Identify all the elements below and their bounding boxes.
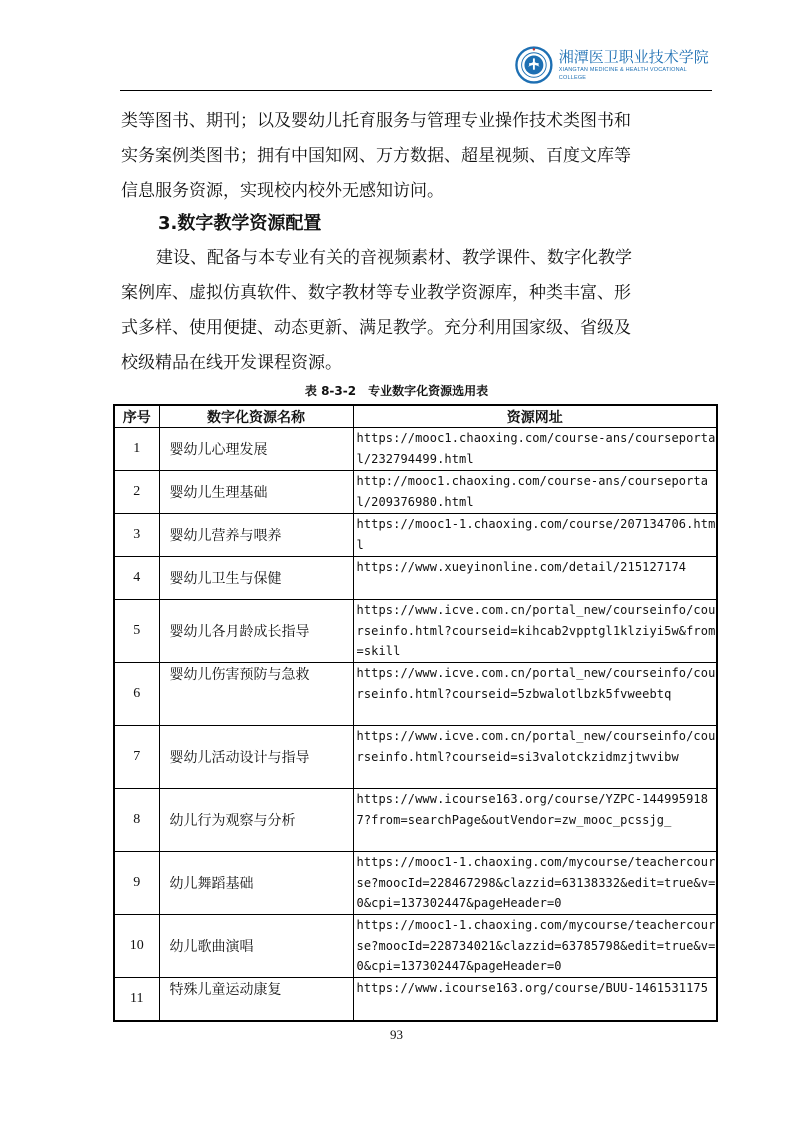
table-row: [114, 915, 717, 978]
paragraph-digital-resources: [121, 241, 681, 381]
resource-name: 婴幼儿伤害预防与急救: [159, 663, 353, 726]
resource-name: 幼儿歌曲演唱: [159, 915, 353, 978]
table-row: [114, 978, 717, 1021]
resource-name: 婴幼儿卫生与保健: [159, 557, 353, 600]
row-number: 4: [114, 557, 159, 600]
resource-url[interactable]: https://www.icve.com.cn/portal_new/courseinfo/courseinfo.html?courseid=kihcab2vpptgl1klziyi5w&from=skill: [353, 600, 717, 663]
table-row: [114, 514, 717, 557]
paragraph-library-resources: [121, 104, 681, 209]
text-line: 实务案例类图书；拥有中国知网、万方数据、超星视频、百度文库等: [121, 146, 631, 166]
resource-url[interactable]: https://mooc1.chaoxing.com/course-ans/courseportal/232794499.html: [353, 428, 717, 471]
resource-url[interactable]: https://www.icve.com.cn/portal_new/courseinfo/courseinfo.html?courseid=si3valotckzidmzjtwvibw: [353, 726, 717, 789]
row-number: 10: [114, 915, 159, 978]
resource-url[interactable]: https://www.icourse163.org/course/YZPC-1449959187?from=searchPage&outVendor=zw_mooc_pcssjg_: [353, 789, 717, 852]
resource-name: 特殊儿童运动康复: [159, 978, 353, 1021]
resource-url[interactable]: https://mooc1-1.chaoxing.com/mycourse/teachercourse?moocId=228467298&clazzid=63138332&edit=true&v=0&cpi=137302447&pageHeader=0: [353, 852, 717, 915]
text-line: 式多样、使用便捷、动态更新、满足教学。充分利用国家级、省级及: [121, 318, 631, 338]
resource-name: 婴幼儿生理基础: [159, 471, 353, 514]
college-logo: [515, 44, 715, 86]
section-heading: 3.数字教学资源配置: [158, 213, 322, 234]
text-line: 类等图书、期刊；以及婴幼儿托育服务与管理专业操作技术类图书和: [121, 111, 631, 131]
table-row: [114, 663, 717, 726]
row-number: 11: [114, 978, 159, 1021]
college-seal-icon: [515, 46, 553, 84]
resource-table: [113, 404, 718, 1022]
table-header-row: [114, 405, 717, 428]
row-number: 6: [114, 663, 159, 726]
row-number: 3: [114, 514, 159, 557]
resource-url[interactable]: https://mooc1-1.chaoxing.com/mycourse/teachercourse?moocId=228734021&clazzid=63785798&edit=true&v=0&cpi=137302447&pageHeader=0: [353, 915, 717, 978]
table-row: [114, 726, 717, 789]
resource-name: 婴幼儿各月龄成长指导: [159, 600, 353, 663]
row-number: 7: [114, 726, 159, 789]
table-row: [114, 852, 717, 915]
resource-name: 婴幼儿心理发展: [159, 428, 353, 471]
text-line: 信息服务资源，实现校内校外无感知访问。: [121, 181, 444, 201]
resource-url[interactable]: http://mooc1.chaoxing.com/course-ans/courseportal/209376980.html: [353, 471, 717, 514]
text-line: 案例库、虚拟仿真软件、数字教材等专业教学资源库，种类丰富、形: [121, 283, 631, 303]
table-caption: 表 8-3-2 专业数字化资源选用表: [304, 384, 489, 398]
table-row: [114, 600, 717, 663]
resource-name: 幼儿舞蹈基础: [159, 852, 353, 915]
column-header-url: 资源网址: [353, 405, 717, 428]
resource-name: 婴幼儿营养与喂养: [159, 514, 353, 557]
logo-chinese-name: 湘潭医卫职业技术学院: [558, 47, 709, 66]
row-number: 9: [114, 852, 159, 915]
resource-name: 幼儿行为观察与分析: [159, 789, 353, 852]
logo-english-name: XIANGTAN MEDICINE & HEALTH VOCATIONAL COLLEGE: [558, 66, 687, 81]
column-header-number: 序号: [114, 405, 159, 428]
resource-url[interactable]: https://www.xueyinonline.com/detail/215127174: [353, 557, 717, 600]
page-number: 93: [390, 1027, 403, 1042]
row-number: 5: [114, 600, 159, 663]
resource-url[interactable]: https://www.icve.com.cn/portal_new/courseinfo/courseinfo.html?courseid=5zbwalotlbzk5fvweebtq: [353, 663, 717, 726]
resource-url[interactable]: https://www.icourse163.org/course/BUU-1461531175: [353, 978, 717, 1021]
row-number: 8: [114, 789, 159, 852]
resource-name: 婴幼儿活动设计与指导: [159, 726, 353, 789]
resource-url[interactable]: https://mooc1-1.chaoxing.com/course/207134706.html: [353, 514, 717, 557]
table-row: [114, 789, 717, 852]
table-row: [114, 471, 717, 514]
table-row: [114, 557, 717, 600]
table-row: [114, 428, 717, 471]
text-line: 建设、配备与本专业有关的音视频素材、教学课件、数字化教学: [156, 248, 632, 268]
column-header-name: 数字化资源名称: [159, 405, 353, 428]
row-number: 1: [114, 428, 159, 471]
header-divider: [120, 90, 712, 91]
text-line: 校级精品在线开发课程资源。: [121, 353, 342, 373]
row-number: 2: [114, 471, 159, 514]
